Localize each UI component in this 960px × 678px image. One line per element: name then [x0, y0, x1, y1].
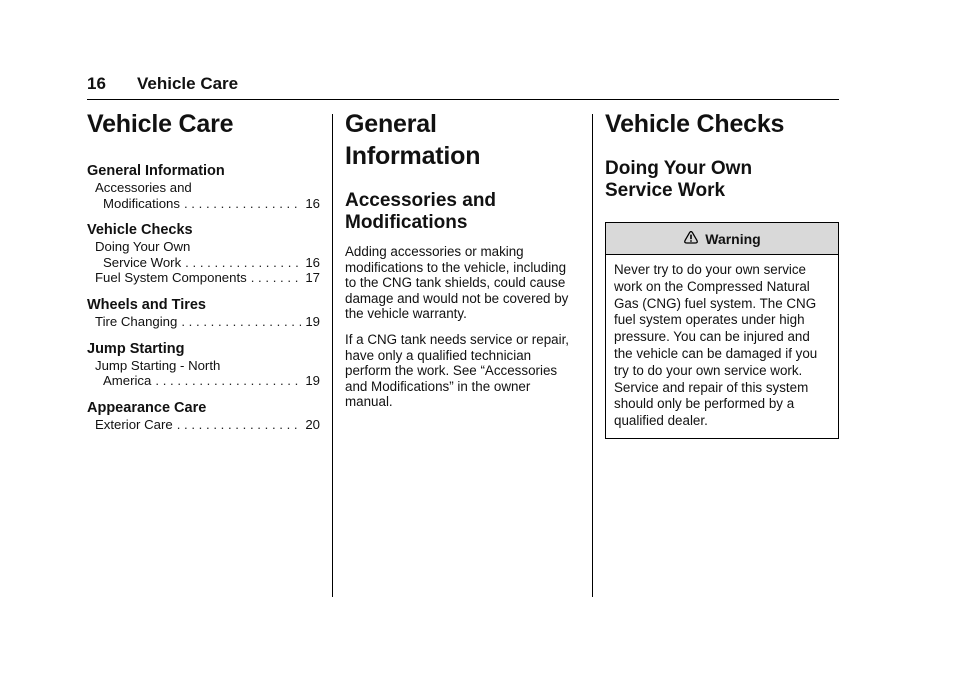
toc-heading: Appearance Care: [87, 399, 207, 416]
running-title: Vehicle Care: [137, 74, 239, 93]
toc-entry[interactable]: Exterior Care . . . 20: [87, 417, 320, 433]
toc-page: 19: [305, 373, 320, 389]
section-title: General Information: [345, 110, 481, 170]
general-information-column: [345, 108, 575, 410]
toc-entry[interactable]: Doing Your Own Service Work . . . 16: [87, 239, 320, 270]
body-paragraph: If a CNG tank needs service or repair, have only a qualified technician perform the work. See “Accessories and Modifications” in the owner manual.: [345, 331, 570, 410]
toc-page: 20: [305, 416, 320, 432]
toc-section: [87, 162, 320, 211]
toc-entry[interactable]: Tire Changing . . . 19: [87, 314, 320, 330]
warning-header: [606, 223, 838, 255]
toc-heading: Wheels and Tires: [87, 296, 206, 313]
toc-heading: Vehicle Checks: [87, 222, 193, 239]
column-divider: [332, 114, 333, 597]
subsection-title: Accessories and Modifications: [345, 190, 497, 233]
toc-section: [87, 399, 320, 433]
vehicle-checks-column: [605, 108, 839, 439]
page-number: 16: [87, 74, 106, 93]
page-header: [87, 72, 839, 100]
toc-page: 17: [305, 270, 320, 286]
section-title: Vehicle Care: [87, 110, 234, 138]
warning-text: Never try to do your own service work on the Compressed Natural Gas (CNG) fuel system. The CNG fuel system operates under high pressure. You can be injured and the vehicle can be damaged if you try to do your own service work. Service and repair of this system should only be performed by a qualified dealer.: [614, 262, 818, 429]
toc-section: [87, 340, 320, 389]
subsection-title: Doing Your Own Service Work: [605, 158, 753, 201]
warning-box: [605, 222, 839, 439]
toc-heading: Jump Starting: [87, 340, 185, 357]
toc-section: [87, 296, 320, 330]
body-paragraph: Adding accessories or making modifications to the vehicle, including to the CNG tank shields, could cause damage and would not be covered by the vehicle warranty.: [345, 244, 569, 322]
toc-heading: General Information: [87, 163, 225, 179]
toc-section: [87, 221, 320, 286]
section-title: Vehicle Checks: [605, 110, 785, 138]
toc-column: [87, 108, 320, 432]
toc-page: 16: [305, 254, 320, 270]
column-divider: [592, 114, 593, 597]
toc-page: 19: [305, 313, 320, 329]
toc-entry[interactable]: Jump Starting - North America . . . 19: [87, 358, 320, 389]
warning-label: Warning: [705, 230, 761, 247]
warning-triangle-icon: [683, 231, 699, 247]
toc-page: 16: [305, 195, 320, 211]
toc-entry[interactable]: Fuel System Components . . . 17: [87, 270, 320, 286]
toc-entry[interactable]: Accessories and Modifications . . . 16: [87, 180, 320, 211]
